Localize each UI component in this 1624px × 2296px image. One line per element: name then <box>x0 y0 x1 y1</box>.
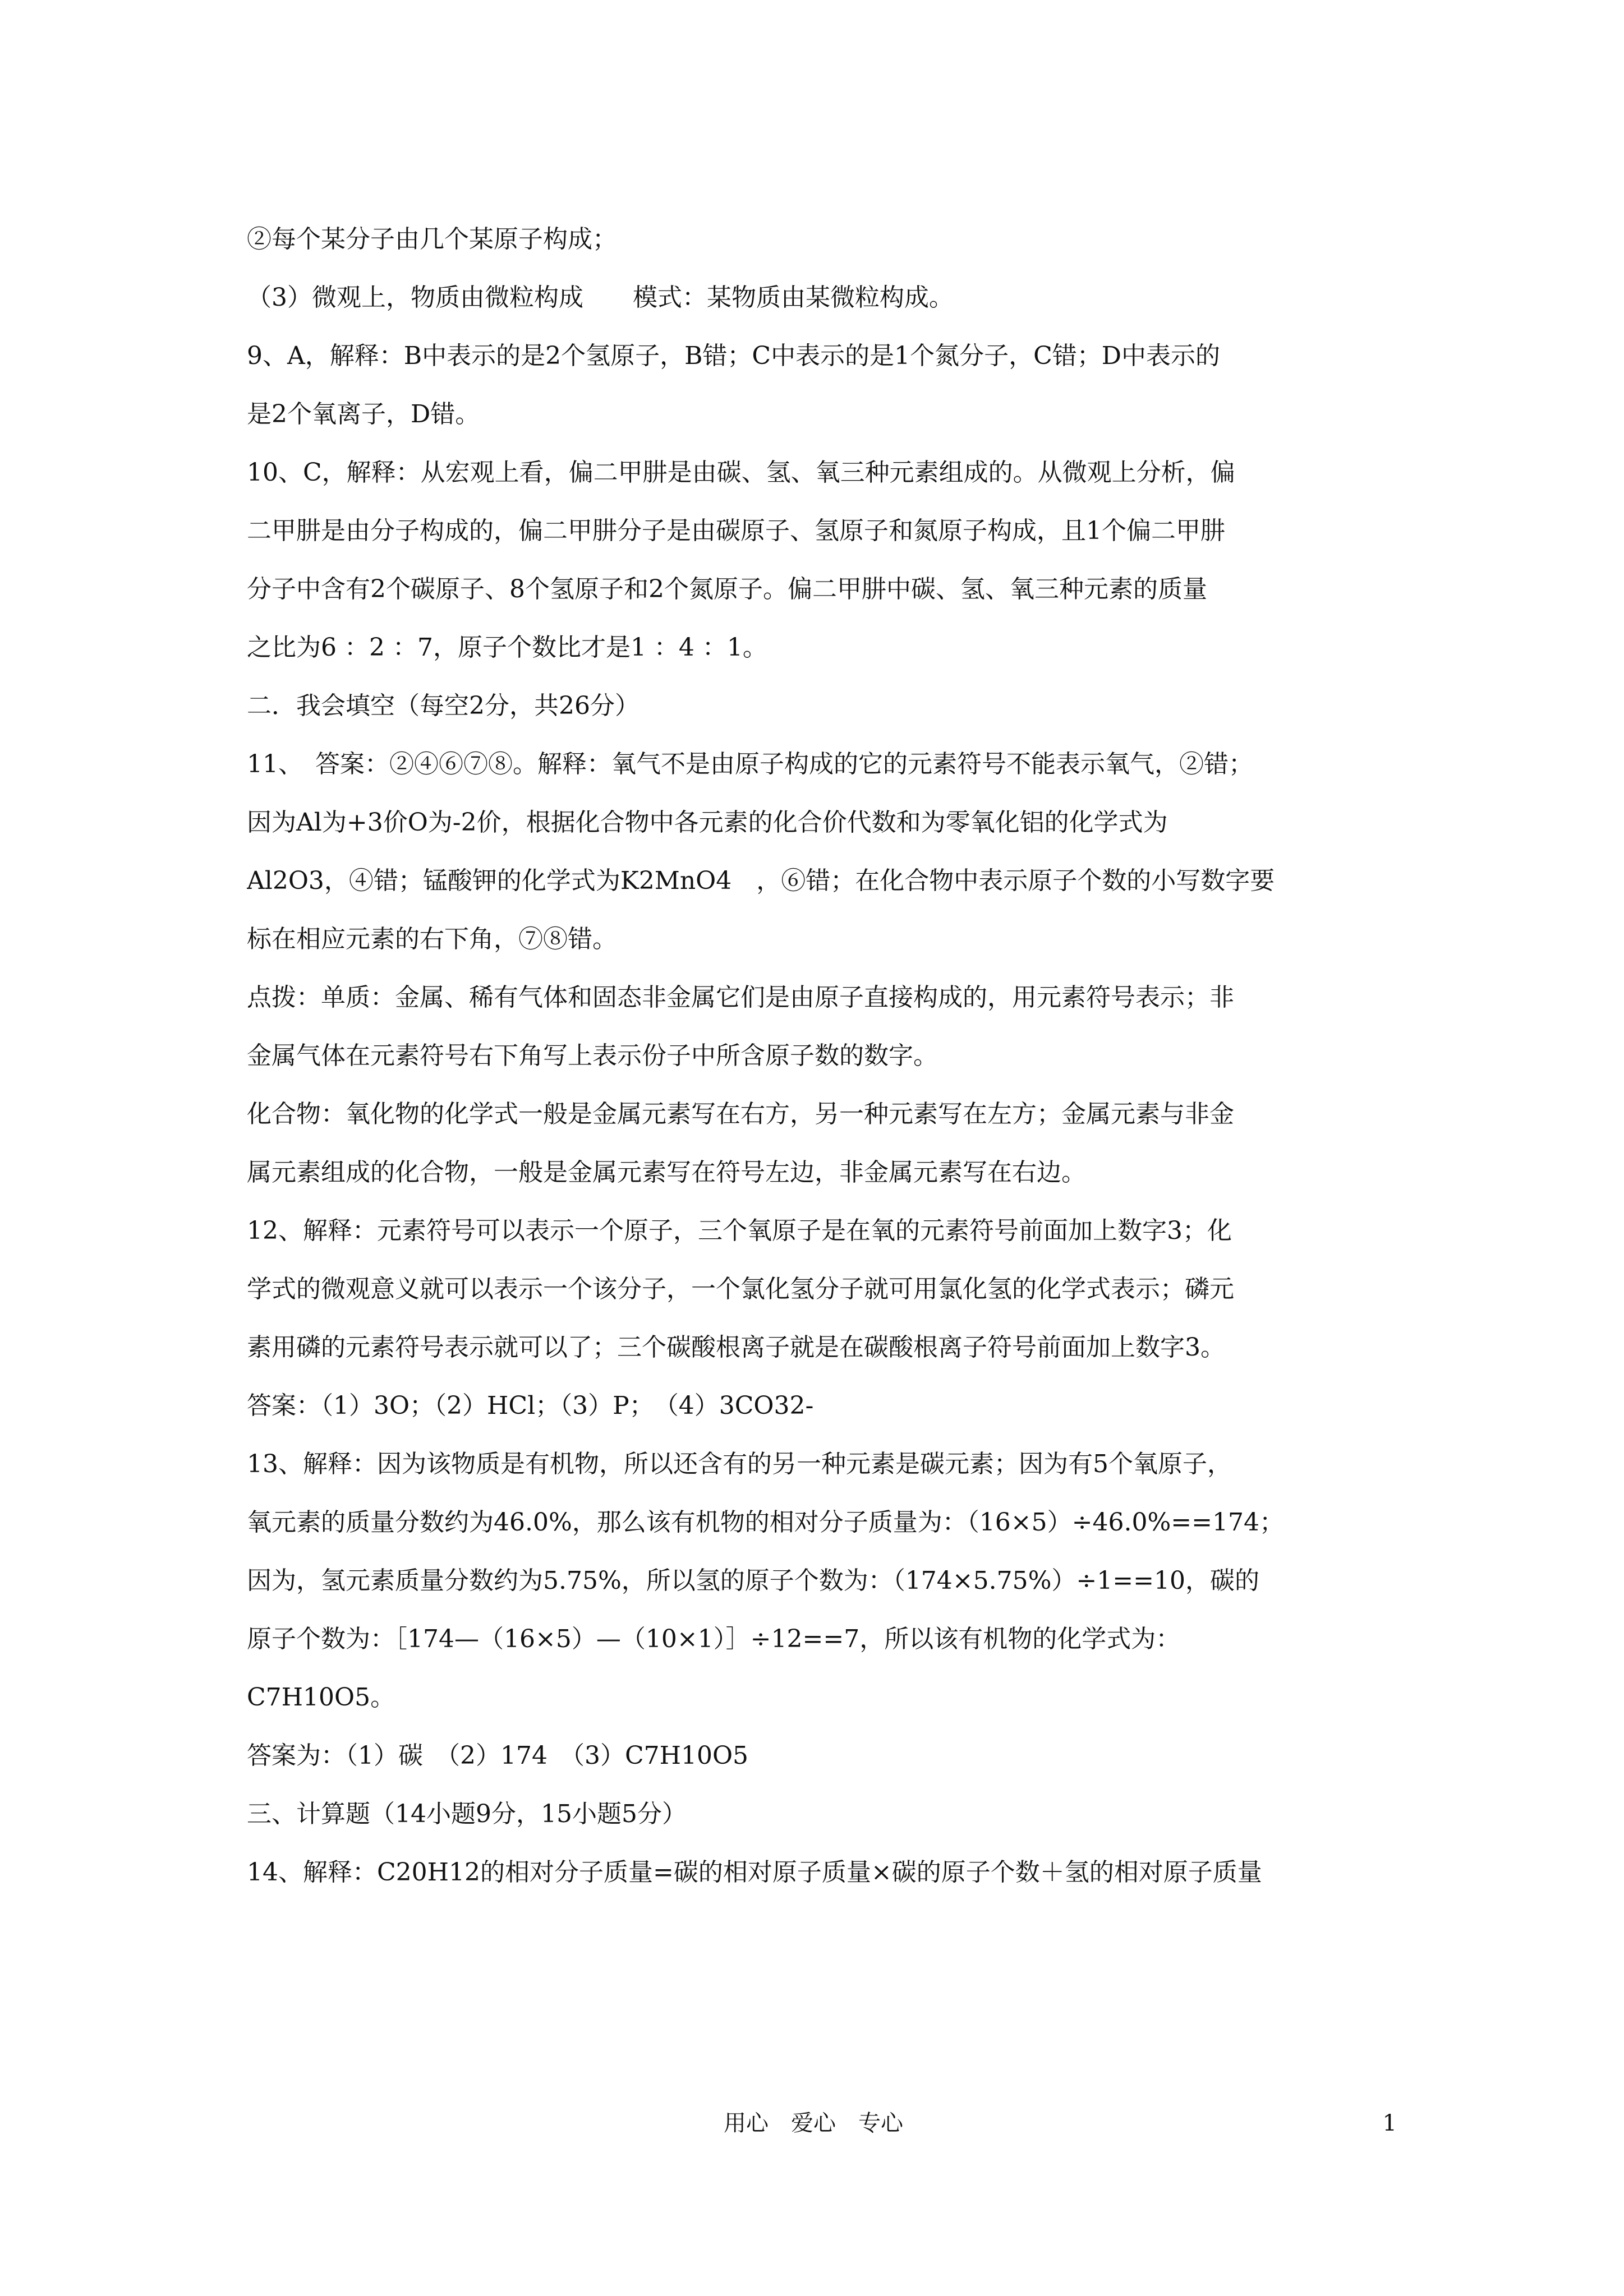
section-heading: 二．我会填空（每空2分，共26分） <box>247 691 640 720</box>
text-line: ②每个某分子由几个某原子构成； <box>247 225 617 253</box>
page-footer <box>0 2106 1624 2146</box>
text-line: 答案：（1）3O；（2）HCl；（3）P； （4）3CO32- <box>247 1391 814 1420</box>
text-line: 化合物：氧化物的化学式一般是金属元素写在右方，另一种元素写在左方；金属元素与非金 <box>247 1100 1234 1128</box>
page-number: 1 <box>1382 2110 1397 2136</box>
text-line: 14、解释：C20H12的相对分子质量=碳的相对原子质量×碳的原子个数＋氢的相对原子质量 <box>247 1858 1262 1887</box>
text-line: 素用磷的元素符号表示就可以了；三个碳酸根离子就是在碳酸根离子符号前面加上数字3。 <box>247 1333 1225 1362</box>
text-line: 因为，氢元素质量分数约为5.75%，所以氢的原子个数为：（174×5.75%）÷1==10，碳的 <box>247 1566 1259 1595</box>
text-line: Al2O3，④错；锰酸钾的化学式为K2MnO4 ，⑥错；在化合物中表示原子个数的小写数字要 <box>247 866 1275 895</box>
text-line: 金属气体在元素符号右下角写上表示份子中所含原子数的数字。 <box>247 1041 938 1070</box>
text-line: 二甲肼是由分子构成的，偏二甲肼分子是由碳原子、氢原子和氮原子构成，且1个偏二甲肼 <box>247 517 1225 545</box>
text-line: 之比为6 ：2 ：7，原子个数比才是1 ：4 ：1。 <box>247 633 767 662</box>
text-line: 标在相应元素的右下角，⑦⑧错。 <box>247 925 617 953</box>
text-line: 分子中含有2个碳原子、8个氢原子和2个氮原子。偏二甲肼中碳、氢、氧三种元素的质量 <box>247 575 1207 603</box>
text-line: 氧元素的质量分数约为46.0%，那么该有机物的相对分子质量为：（16×5）÷46.0%==174； <box>247 1508 1284 1537</box>
text-line: 因为Al为+3价O为-2价，根据化合物中各元素的化合价代数和为零氧化铝的化学式为 <box>247 808 1168 837</box>
text-line: 属元素组成的化合物，一般是金属元素写在符号左边，非金属元素写在右边。 <box>247 1158 1086 1187</box>
text-line: （3）微观上，物质由微粒构成 模式：某物质由某微粒构成。 <box>247 283 954 312</box>
text-line: 11、 答案：②④⑥⑦⑧。解释：氧气不是由原子构成的它的元素符号不能表示氧气，②错； <box>247 750 1253 778</box>
text-line: 9、A，解释：B中表示的是2个氢原子，B错；C中表示的是1个氮分子，C错；D中表示的 <box>247 342 1221 370</box>
text-line: 点拨：单质：金属、稀有气体和固态非金属它们是由原子直接构成的，用元素符号表示；非 <box>247 983 1234 1012</box>
text-line: 12、解释：元素符号可以表示一个原子，三个氧原子是在氧的元素符号前面加上数字3；化 <box>247 1216 1232 1245</box>
answer-text-body <box>247 210 1386 1902</box>
text-line: C7H10O5。 <box>247 1683 395 1712</box>
text-line: 答案为：（1）碳 （2）174 （3）C7H10O5 <box>247 1741 749 1770</box>
footer-slogan: 用心 爱心 专心 <box>724 2110 903 2136</box>
text-line: 原子个数为：［174—（16×5）—（10×1）］÷12==7，所以该有机物的化学式为： <box>247 1625 1181 1653</box>
text-line: 13、解释：因为该物质是有机物，所以还含有的另一种元素是碳元素；因为有5个氧原子， <box>247 1450 1232 1478</box>
text-line: 10、C，解释：从宏观上看，偏二甲肼是由碳、氢、氧三种元素组成的。从微观上分析，偏 <box>247 458 1235 487</box>
section-heading: 三、计算题（14小题9分，15小题5分） <box>247 1800 687 1828</box>
text-line: 是2个氧离子，D错。 <box>247 400 480 428</box>
text-line: 学式的微观意义就可以表示一个该分子，一个氯化氢分子就可用氯化氢的化学式表示；磷元 <box>247 1275 1234 1303</box>
